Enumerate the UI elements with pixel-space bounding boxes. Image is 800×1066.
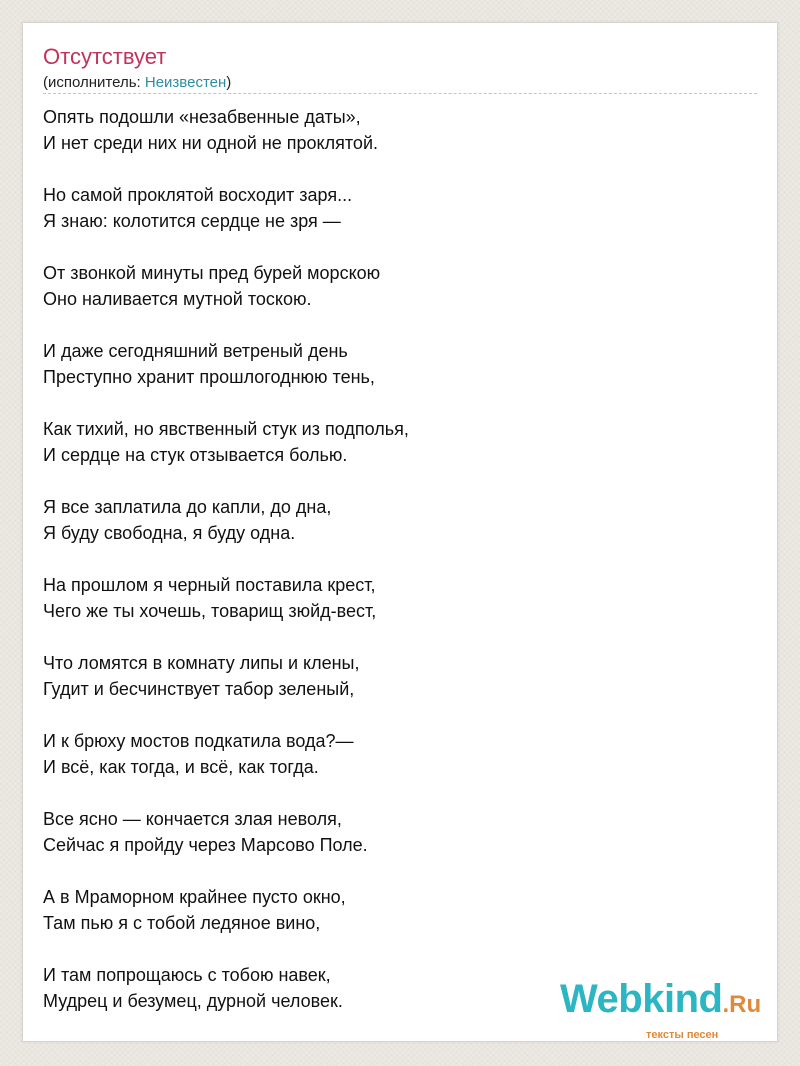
- stanza: [43, 260, 743, 312]
- lyric-line: Мудрец и безумец, дурной человек.: [43, 991, 343, 1011]
- artist-line: [43, 73, 231, 93]
- logo-wordmark: [560, 976, 761, 1028]
- lyric-line: Что ломятся в комнату липы и клены,: [43, 653, 360, 673]
- lyric-line: Но самой проклятой восходит заря...: [43, 185, 353, 205]
- lyric-line: И даже сегодняшний ветреный день: [43, 341, 348, 361]
- artist-link[interactable]: Неизвестен: [144, 74, 227, 91]
- stanza: [43, 182, 743, 234]
- lyric-line: Преступно хранит прошлогоднюю тень,: [43, 367, 375, 387]
- stanza: [43, 650, 743, 702]
- logo-tagline: тексты песен: [646, 1029, 719, 1041]
- stanza: [43, 494, 743, 546]
- lyric-line: И нет среди них ни одной не проклятой.: [43, 133, 378, 153]
- lyric-line: И к брюху мостов подкатила вода?—: [43, 731, 354, 751]
- lyric-line: Там пью я с тобой ледяное вино,: [43, 913, 321, 933]
- lyric-line: На прошлом я черный поставила крест,: [43, 575, 376, 595]
- lyric-line: Я буду свободна, я буду одна.: [43, 523, 296, 543]
- lyrics-text: [43, 104, 743, 1040]
- lyric-line: И там попрощаюсь с тобою навек,: [43, 965, 331, 985]
- lyric-line: От звонкой минуты пред бурей морскою: [43, 263, 381, 283]
- lyric-line: А в Мраморном крайнее пусто окно,: [43, 887, 346, 907]
- logo-name: Webkind: [560, 977, 723, 1021]
- lyric-line: Оно наливается мутной тоскою.: [43, 289, 312, 309]
- stanza: [43, 416, 743, 468]
- lyric-line: И сердце на стук отзывается болью.: [43, 445, 348, 465]
- artist-prefix: (исполнитель:: [43, 74, 145, 91]
- stanza: [43, 104, 743, 156]
- stanza: [43, 728, 743, 780]
- lyric-line: Как тихий, но явственный стук из подполья,: [43, 419, 409, 439]
- artist-suffix: ): [226, 74, 232, 91]
- logo-tld: .Ru: [722, 991, 762, 1018]
- stanza: [43, 806, 743, 858]
- lyric-line: Я знаю: колотится сердце не зря —: [43, 211, 341, 231]
- lyric-line: И всё, как тогда, и всё, как тогда.: [43, 757, 319, 777]
- lyric-line: Чего же ты хочешь, товарищ зюйд-вест,: [43, 601, 377, 621]
- stanza: [43, 572, 743, 624]
- stanza: [43, 884, 743, 936]
- stanza: [43, 338, 743, 390]
- lyrics-card: [22, 22, 778, 1042]
- lyric-line: Все ясно — кончается злая неволя,: [43, 809, 342, 829]
- site-logo[interactable]: [560, 976, 780, 1046]
- song-title: Отсутствует: [43, 44, 167, 69]
- lyric-line: Гудит и бесчинствует табор зеленый,: [43, 679, 355, 699]
- lyric-line: Сейчас я пройду через Марсово Поле.: [43, 835, 368, 855]
- lyric-line: Опять подошли «незабвенные даты»,: [43, 107, 361, 127]
- title-divider: [43, 93, 757, 94]
- lyric-line: Я все заплатила до капли, до дна,: [43, 497, 332, 517]
